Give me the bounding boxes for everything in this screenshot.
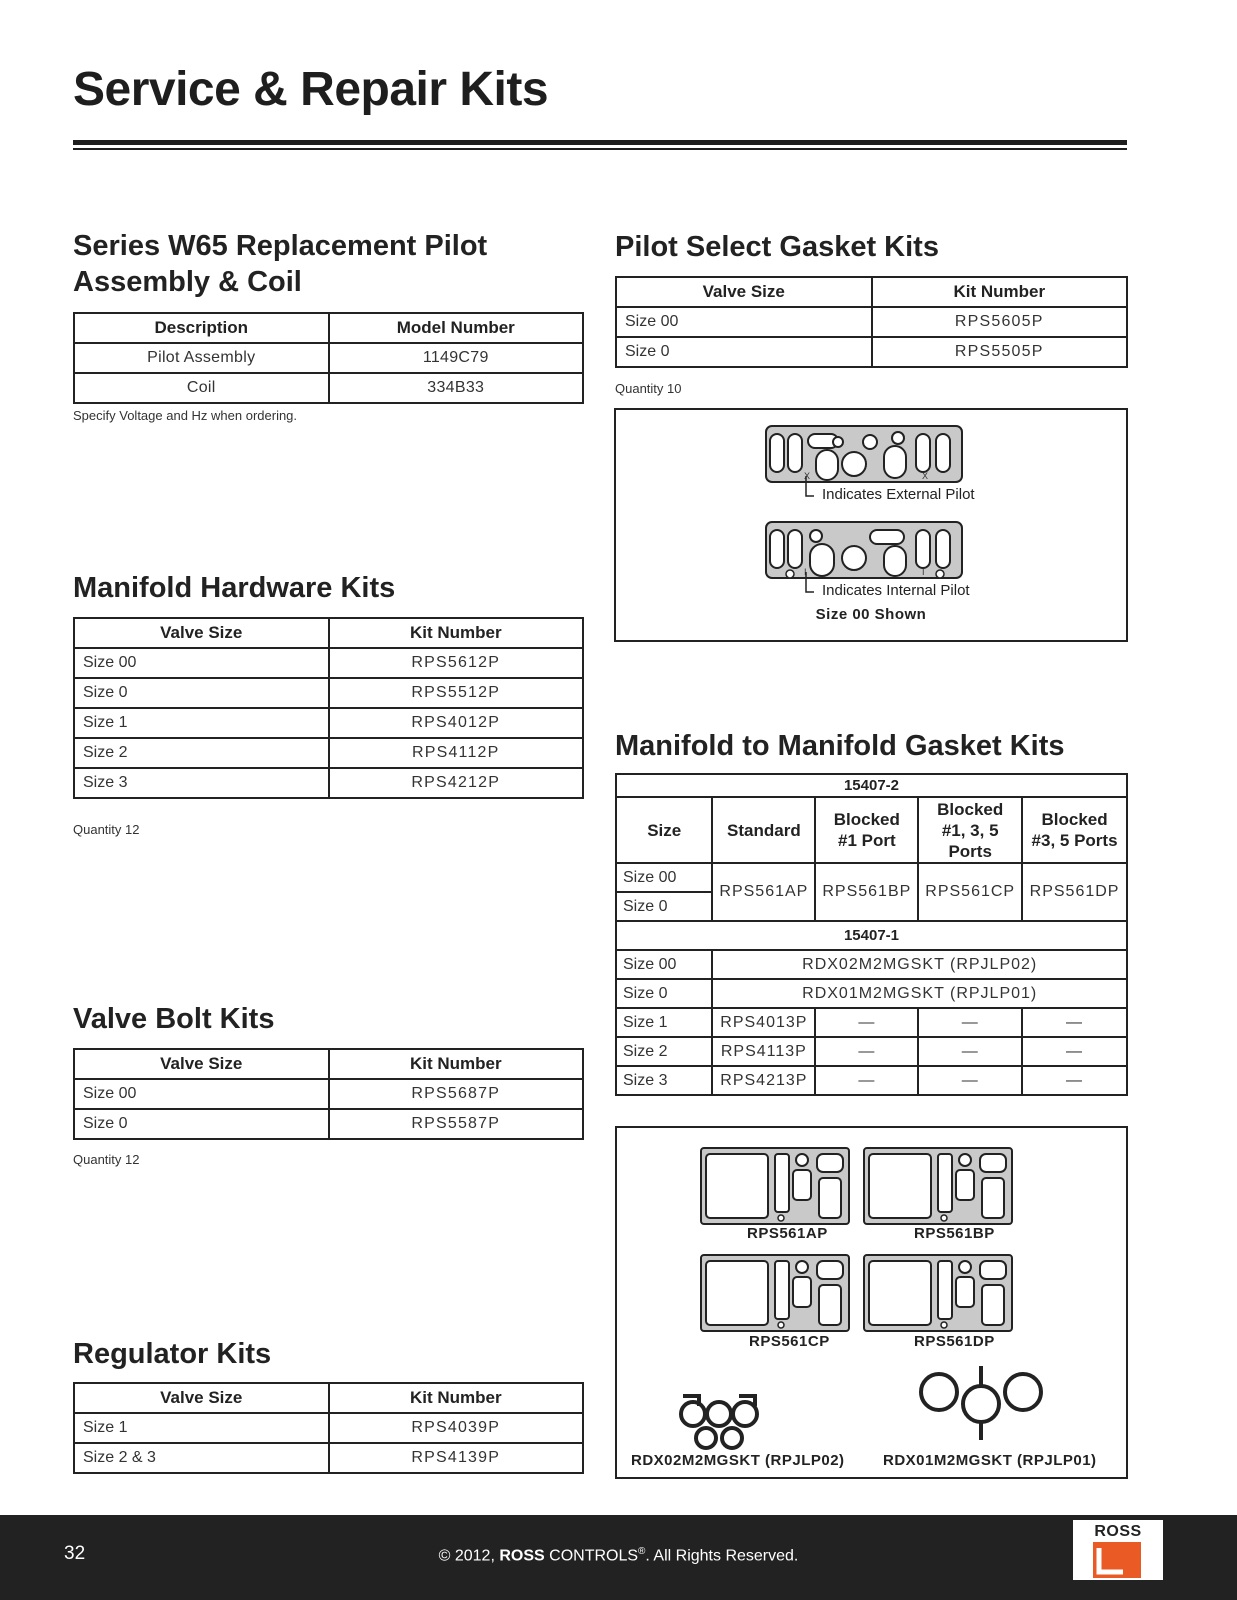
gasket-rps561ap [701, 1148, 849, 1224]
table-row [616, 863, 1127, 892]
m2m-title: Manifold to Manifold Gasket Kits [615, 730, 1065, 762]
ps-size-cell: Size 00 [616, 307, 872, 337]
vb-col-size: Valve Size [74, 1049, 329, 1079]
mh-size-cell: Size 3 [74, 768, 329, 798]
m2m-kit-cell: RDX02M2MGSKT (RPJLP02) [712, 950, 1127, 979]
table-row [74, 648, 583, 678]
reg-kit-cell: RPS4139P [329, 1443, 584, 1473]
gasket-rdx02 [681, 1396, 757, 1448]
w65-table [73, 312, 584, 404]
table-row [616, 950, 1127, 979]
m2m-size-cell: Size 0 [616, 892, 712, 921]
reg-col-size: Valve Size [74, 1383, 329, 1413]
reg-size-cell: Size 1 [74, 1413, 329, 1443]
page-number: 32 [64, 1543, 86, 1564]
internal-pilot-gasket [766, 522, 962, 578]
m2m-group-15407-1: 15407-1 [616, 921, 1127, 950]
vb-size-cell: Size 0 [74, 1109, 329, 1139]
copyright [0, 1546, 1237, 1565]
table-row [74, 1443, 583, 1473]
m2m-col-size: Size [616, 797, 712, 863]
ps-size-cell: Size 0 [616, 337, 872, 367]
w65-desc-cell: Coil [74, 373, 329, 403]
external-pilot-gasket [766, 426, 962, 482]
table-row [74, 678, 583, 708]
ross-logo-glyph [1093, 1542, 1141, 1578]
m2m-kit-cell: RPS561DP [1022, 863, 1127, 921]
table-row [616, 979, 1127, 1008]
m2m-kit-cell: RPS4113P [712, 1037, 815, 1066]
valve-bolt-note: Quantity 12 [73, 1152, 140, 1167]
w65-title-line1: Series W65 Replacement Pilot [73, 230, 488, 262]
m2m-figure [615, 1126, 1128, 1479]
table-row [74, 373, 583, 403]
m2m-kit-cell: RPS4013P [712, 1008, 815, 1037]
m2m-kit-cell: RPS561AP [712, 863, 815, 921]
copyright-prefix: © 2012, [438, 1547, 500, 1565]
footer-bar [0, 1515, 1237, 1600]
gasket-label-a: RPS561AP [747, 1225, 828, 1242]
manifold-hardware-title: Manifold Hardware Kits [73, 572, 396, 604]
pilot-select-figure [614, 408, 1128, 642]
table-row [74, 708, 583, 738]
mh-kit-cell: RPS4112P [329, 738, 584, 768]
m2m-size-cell: Size 1 [616, 1008, 712, 1037]
external-mark-left: X [804, 471, 811, 481]
gasket-rps561bp [864, 1148, 1012, 1224]
m2m-kit-cell: RDX01M2MGSKT (RPJLP01) [712, 979, 1127, 1008]
pilot-select-note: Quantity 10 [615, 381, 682, 396]
registered-mark: ® [638, 1546, 646, 1557]
internal-pilot-label: Indicates Internal Pilot [822, 582, 970, 599]
ps-col-size: Valve Size [616, 277, 872, 307]
m2m-dash-cell: — [918, 1008, 1022, 1037]
gasket-label-rdx01: RDX01M2MGSKT (RPJLP01) [883, 1452, 1097, 1469]
table-row [616, 1008, 1127, 1037]
mh-kit-cell: RPS5612P [329, 648, 584, 678]
page-title: Service & Repair Kits [73, 63, 549, 116]
w65-col-description: Description [74, 313, 329, 343]
m2m-dash-cell: — [815, 1066, 918, 1095]
w65-model-cell: 334B33 [329, 373, 584, 403]
valve-bolt-title: Valve Bolt Kits [73, 1003, 275, 1035]
copyright-suffix: . All Rights Reserved. [645, 1547, 799, 1565]
reg-col-kit: Kit Number [329, 1383, 584, 1413]
gasket-rps561cp [701, 1255, 849, 1331]
pilot-figure-caption: Size 00 Shown [815, 606, 927, 623]
m2m-col-standard: Standard [712, 797, 815, 863]
ps-kit-cell: RPS5605P [872, 307, 1128, 337]
gasket-rps561dp [864, 1255, 1012, 1331]
w65-model-cell: 1149C79 [329, 343, 584, 373]
m2m-col-blocked-1: Blocked #1 Port [815, 797, 918, 863]
w65-note: Specify Voltage and Hz when ordering. [73, 408, 298, 423]
mh-kit-cell: RPS4012P [329, 708, 584, 738]
gasket-label-b: RPS561BP [914, 1225, 995, 1242]
reg-size-cell: Size 2 & 3 [74, 1443, 329, 1473]
vb-kit-cell: RPS5587P [329, 1109, 584, 1139]
m2m-table [615, 773, 1128, 1096]
m2m-size-cell: Size 0 [616, 979, 712, 1008]
m2m-col-blocked-135: Blocked #1, 3, 5 Ports [918, 797, 1022, 863]
external-mark-right: X [922, 471, 929, 481]
m2m-dash-cell: — [918, 1066, 1022, 1095]
table-row [74, 1079, 583, 1109]
mh-size-cell: Size 2 [74, 738, 329, 768]
table-row [74, 343, 583, 373]
table-row [616, 307, 1127, 337]
table-row [616, 1066, 1127, 1095]
gasket-label-c: RPS561CP [749, 1333, 830, 1350]
gasket-rdx01 [921, 1366, 1041, 1440]
vb-size-cell: Size 00 [74, 1079, 329, 1109]
regulator-title: Regulator Kits [73, 1338, 272, 1370]
ross-logo-text: ROSS [1094, 1523, 1142, 1540]
m2m-size-cell: Size 2 [616, 1037, 712, 1066]
mh-col-size: Valve Size [74, 618, 329, 648]
title-rule-thin [73, 148, 1127, 150]
w65-title-line2: Assembly & Coil [73, 266, 302, 298]
pilot-select-table [615, 276, 1128, 368]
table-row [74, 1413, 583, 1443]
m2m-size-cell: Size 3 [616, 1066, 712, 1095]
ross-logo [1073, 1520, 1163, 1580]
m2m-group-15407-2: 15407-2 [616, 774, 1127, 797]
table-row [616, 1037, 1127, 1066]
external-pilot-label: Indicates External Pilot [822, 486, 975, 503]
copyright-brand: ROSS [499, 1547, 545, 1565]
valve-bolt-table [73, 1048, 584, 1140]
manifold-hardware-table [73, 617, 584, 799]
m2m-dash-cell: — [815, 1008, 918, 1037]
vb-kit-cell: RPS5687P [329, 1079, 584, 1109]
m2m-dash-cell: — [1022, 1037, 1127, 1066]
gasket-label-rdx02: RDX02M2MGSKT (RPJLP02) [631, 1452, 845, 1469]
m2m-kit-cell: RPS4213P [712, 1066, 815, 1095]
table-row [74, 738, 583, 768]
internal-mark-right: I [922, 567, 925, 577]
gasket-label-d: RPS561DP [914, 1333, 995, 1350]
table-row [74, 768, 583, 798]
m2m-kit-cell: RPS561CP [918, 863, 1022, 921]
table-row [616, 337, 1127, 367]
m2m-dash-cell: — [1022, 1066, 1127, 1095]
manifold-hardware-note: Quantity 12 [73, 822, 140, 837]
vb-col-kit: Kit Number [329, 1049, 584, 1079]
m2m-col-blocked-35: Blocked #3, 5 Ports [1022, 797, 1127, 863]
w65-desc-cell: Pilot Assembly [74, 343, 329, 373]
m2m-kit-cell: RPS561BP [815, 863, 918, 921]
mh-size-cell: Size 00 [74, 648, 329, 678]
m2m-size-cell: Size 00 [616, 950, 712, 979]
m2m-dash-cell: — [815, 1037, 918, 1066]
mh-kit-cell: RPS4212P [329, 768, 584, 798]
w65-col-model: Model Number [329, 313, 584, 343]
mh-kit-cell: RPS5512P [329, 678, 584, 708]
mh-size-cell: Size 1 [74, 708, 329, 738]
m2m-size-cell: Size 00 [616, 863, 712, 892]
m2m-gasket-drawing [617, 1128, 1126, 1477]
ps-kit-cell: RPS5505P [872, 337, 1128, 367]
title-rule-thick [73, 140, 1127, 145]
reg-kit-cell: RPS4039P [329, 1413, 584, 1443]
m2m-dash-cell: — [918, 1037, 1022, 1066]
ross-logo-mark [1093, 1542, 1141, 1578]
ps-col-kit: Kit Number [872, 277, 1128, 307]
copyright-controls: CONTROLS [544, 1547, 639, 1565]
m2m-dash-cell: — [1022, 1008, 1127, 1037]
mh-size-cell: Size 0 [74, 678, 329, 708]
internal-mark-left: I [804, 567, 807, 577]
mh-col-kit: Kit Number [329, 618, 584, 648]
pilot-select-title: Pilot Select Gasket Kits [615, 231, 939, 263]
regulator-table [73, 1382, 584, 1474]
table-row [74, 1109, 583, 1139]
w65-section-title [73, 228, 487, 300]
